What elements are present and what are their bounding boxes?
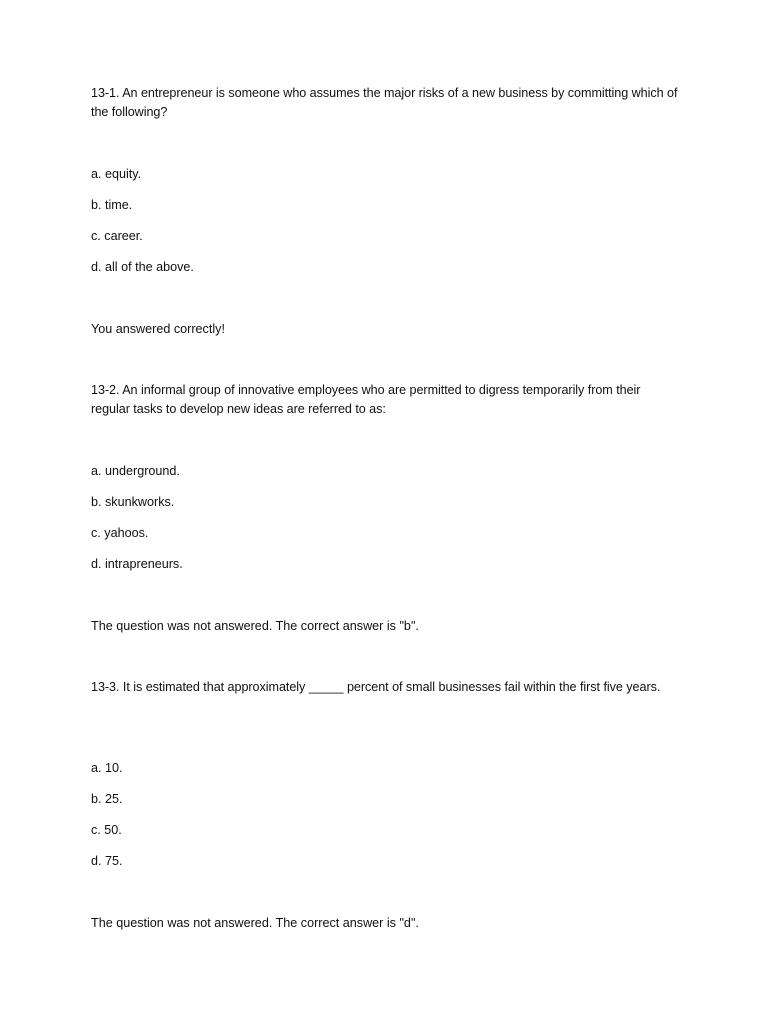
question-3-option-b: b. 25. <box>91 792 123 806</box>
question-3-option-d: d. 75. <box>91 854 123 868</box>
question-2-option-a: a. underground. <box>91 464 180 478</box>
question-1-option-a: a. equity. <box>91 167 142 181</box>
question-2 <box>91 381 681 419</box>
question-3-feedback: The question was not answered. The correct answer is "d". <box>91 916 419 930</box>
question-3-option-a: a. 10. <box>91 761 123 775</box>
question-2-text: 13-2. An informal group of innovative employees who are permitted to digress temporarily from their regular tasks to develop new ideas are referred to as: <box>91 383 641 416</box>
question-1-option-d: d. all of the above. <box>91 260 194 274</box>
question-2-feedback: The question was not answered. The correct answer is "b". <box>91 619 419 633</box>
question-2-option-b: b. skunkworks. <box>91 495 175 509</box>
question-3-text: 13-3. It is estimated that approximately _____ percent of small businesses fail within the first five years. <box>91 680 661 694</box>
question-1-feedback: You answered correctly! <box>91 322 225 336</box>
question-1-text: 13-1. An entrepreneur is someone who assumes the major risks of a new business by committing which of the following? <box>91 86 678 119</box>
question-1 <box>91 84 681 122</box>
question-3-option-c: c. 50. <box>91 823 122 837</box>
question-2-option-c: c. yahoos. <box>91 526 149 540</box>
question-3 <box>91 678 681 697</box>
question-1-option-c: c. career. <box>91 229 143 243</box>
question-2-option-d: d. intrapreneurs. <box>91 557 183 571</box>
question-1-option-b: b. time. <box>91 198 133 212</box>
